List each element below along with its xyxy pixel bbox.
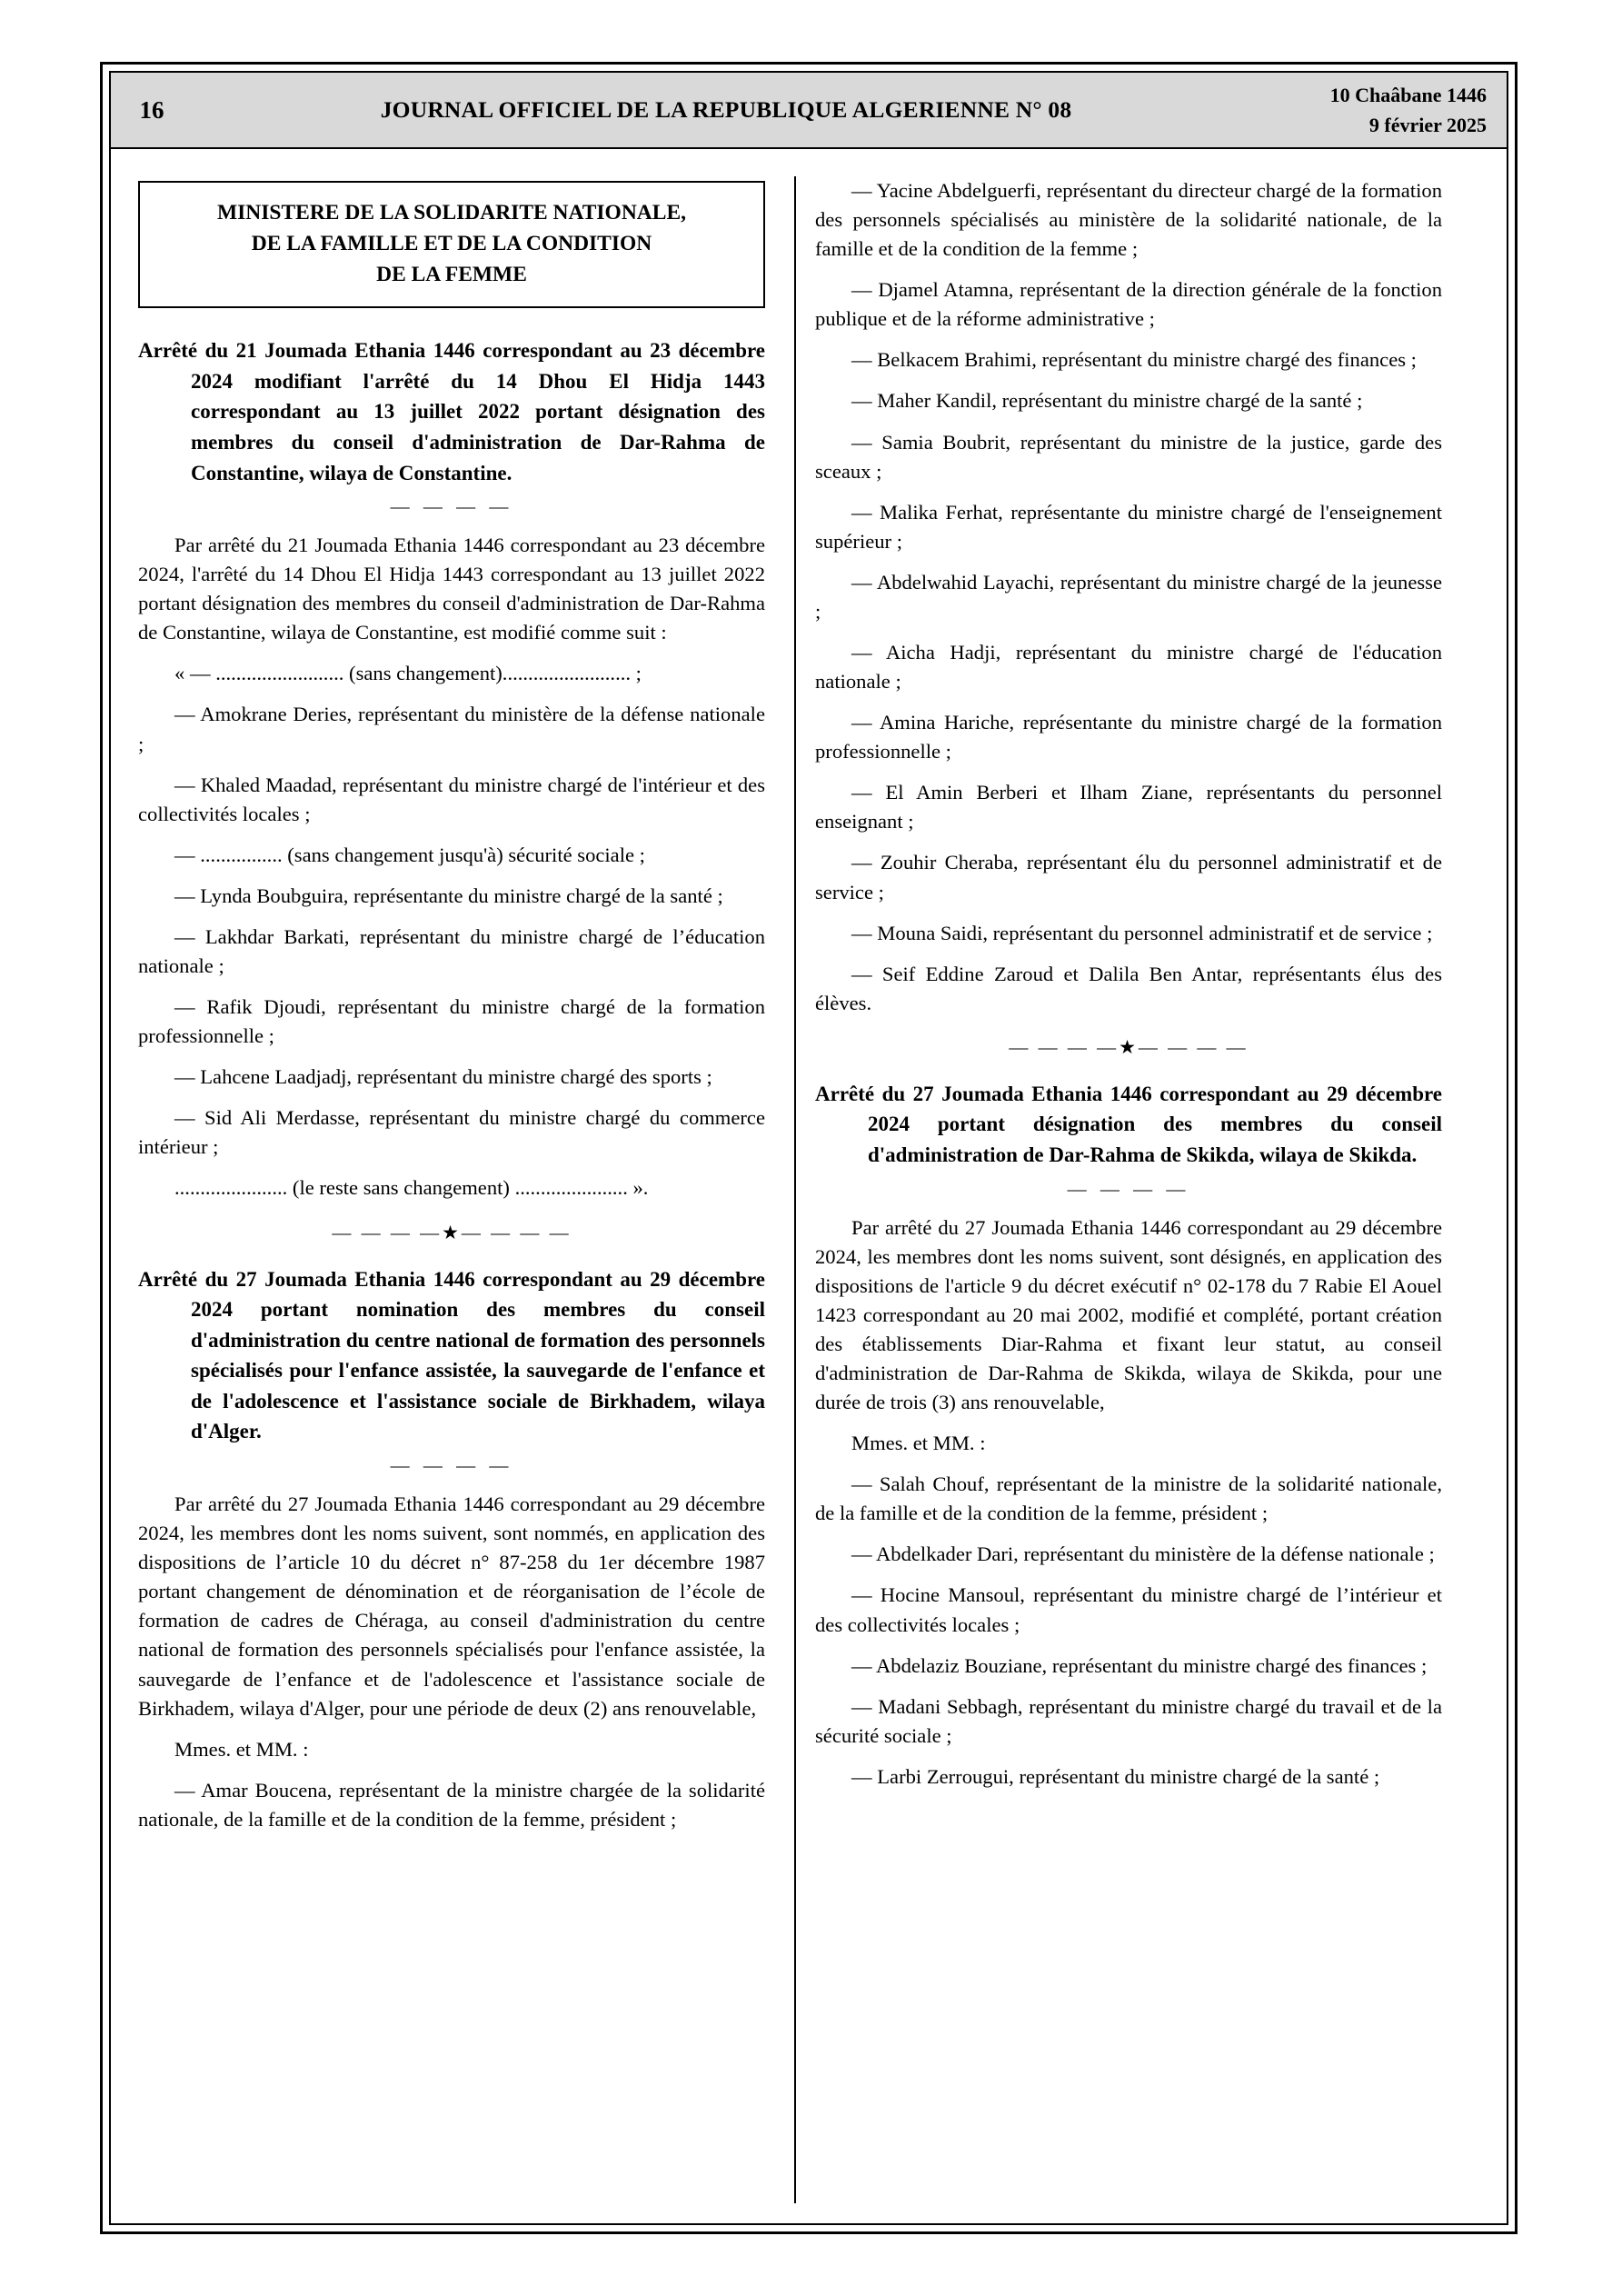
arrete-2-body: Par arrêté du 27 Joumada Ethania 1446 correspondant au 29 décembre 2024, les membres dont les noms suivent, sont nommés, en application des dispositions de l’article 10 du décret n° 87-258 du 1er décembre 1987 portant changement de dénomination et de réorganisation de l’école de formation de cadres de Chéraga, au conseil d'administration du centre national de formation des personnels spécialisés pour l'enfance assistée, la sauvegarde de l’enfance et de l'adolescence et l'assistance sociale de Birkhadem, wilaya d'Alger, pour une période de deux (2) ans renouvelable, [138, 1492, 765, 1720]
rule-dashes-1: — — — — [390, 495, 513, 518]
arrete-title-1-text: Arrêté du 21 Joumada Ethania 1446 correspondant au 23 décembre 2024 modifiant l'arrêté du 14 Dhou El Hidja 1443 correspondant au 13 juillet 2022 portant désignation des membres du conseil d'administration de Dar-Rahma de Constantine, wilaya de Constantine. [138, 339, 765, 484]
page-inner-border [109, 71, 1508, 2225]
list-item: — El Amin Berberi et Ilham Ziane, représentants du personnel enseignant ; [815, 781, 1442, 834]
ministry-line-2: DE LA FAMILLE ET DE LA CONDITION [251, 232, 652, 256]
list-item: — Djamel Atamna, représentant de la direction générale de la fonction publique et de la réforme administrative ; [815, 278, 1442, 331]
list-item: — Amokrane Deries, représentant du ministère de la défense nationale ; [138, 703, 765, 755]
left-column [138, 176, 765, 1846]
arrete-2-salutation: Mmes. et MM. : [174, 1737, 309, 1761]
arrete-title-2 [138, 1264, 765, 1447]
page-header [111, 73, 1507, 149]
list-item: — Amina Hariche, représentante du ministre chargé de la formation professionnelle ; [815, 711, 1442, 764]
list-item: — Rafik Djoudi, représentant du ministre chargé de la formation professionnelle ; [138, 995, 765, 1048]
list-item: — Madani Sebbagh, représentant du ministre chargé du travail et de la sécurité sociale ; [815, 1694, 1442, 1747]
rule-dashes-2: — — — — [390, 1454, 513, 1477]
list-item: — Belkacem Brahimi, représentant du ministre chargé des finances ; [851, 348, 1417, 372]
rule-star-1: — — — —★— — — — [332, 1221, 572, 1243]
list-item: — Sid Ali Merdasse, représentant du ministre chargé du commerce intérieur ; [138, 1106, 765, 1159]
list-item: ...................... (le reste sans changement) ...................... ». [174, 1176, 649, 1200]
list-item: — Malika Ferhat, représentante du ministre chargé de l'enseignement supérieur ; [815, 500, 1442, 553]
list-item: — Seif Eddine Zaroud et Dalila Ben Antar, représentants élus des élèves. [815, 962, 1442, 1014]
list-item: — Amar Boucena, représentant de la ministre chargée de la solidarité nationale, de la famille et de la condition de la femme, président ; [138, 1778, 765, 1831]
date-gregorian: 9 février 2025 [1368, 114, 1487, 136]
list-item: — Aicha Hadji, représentant du ministre chargé de l'éducation nationale ; [815, 641, 1442, 694]
list-item: — Khaled Maadad, représentant du ministre chargé de l'intérieur et des collectivités locales ; [138, 773, 765, 825]
list-item: — Larbi Zerrougui, représentant du ministre chargé de la santé ; [851, 1764, 1380, 1788]
ministry-heading-box [138, 181, 765, 308]
arrete-title-3 [815, 1079, 1442, 1171]
journal-page [100, 62, 1518, 2234]
list-item: — Salah Chouf, représentant de la ministre de la solidarité nationale, de la famille et de la condition de la femme, président ; [815, 1472, 1442, 1525]
list-item: « — ......................... (sans changement)......................... ; [174, 662, 642, 685]
column-divider [794, 176, 796, 2203]
list-item: — Lahcene Laadjadj, représentant du ministre chargé des sports ; [174, 1065, 712, 1089]
list-item: — Maher Kandil, représentant du ministre chargé de la santé ; [851, 389, 1363, 413]
rule-dashes-3: — — — — [1067, 1177, 1190, 1200]
list-item: — Samia Boubrit, représentant du ministre de la justice, garde des sceaux ; [815, 430, 1442, 483]
arrete-3-salutation: Mmes. et MM. : [851, 1432, 986, 1455]
arrete-3-body: Par arrêté du 27 Joumada Ethania 1446 correspondant au 29 décembre 2024, les membres dont les noms suivent, sont désignés, en application des dispositions de l'article 9 du décret exécutif n° 02-178 du 7 Rabie El Aouel 1423 correspondant au 20 mai 2002, modifié et complété, portant création des établissements Diar-Rahma et fixant leur statut, au conseil d'administration de Dar-Rahma de Skikda, wilaya de Skikda, pour une durée de trois (3) ans renouvelable, [815, 1215, 1442, 1414]
arrete-title-2-text: Arrêté du 27 Joumada Ethania 1446 correspondant au 29 décembre 2024 portant nomination des membres du conseil d'administration du centre national de formation des personnels spécialisés pour l'enfance assistée, la sauvegarde de l'enfance et de l'adolescence et l'assistance sociale de Birkhadem, wilaya d'Alger. [138, 1267, 765, 1443]
list-item: — Abdelkader Dari, représentant du ministère de la défense nationale ; [851, 1542, 1435, 1566]
list-item: — Abdelaziz Bouziane, représentant du ministre chargé des finances ; [851, 1653, 1428, 1677]
list-item: — Mouna Saidi, représentant du personnel administratif et de service ; [851, 921, 1433, 944]
list-item: — Abdelwahid Layachi, représentant du ministre chargé de la jeunesse ; [815, 570, 1442, 623]
list-item: — Lynda Boubguira, représentante du ministre chargé de la santé ; [174, 883, 723, 907]
header-dates [1223, 80, 1507, 140]
ministry-line-1: MINISTERE DE LA SOLIDARITE NATIONALE, [216, 201, 687, 225]
date-hijri: 10 Chaâbane 1446 [1329, 84, 1487, 106]
list-item: — Hocine Mansoul, représentant du ministre chargé de l’intérieur et des collectivités locales ; [815, 1583, 1442, 1636]
page-number: 16 [139, 95, 164, 124]
page-body [111, 149, 1507, 2223]
list-item: — ................ (sans changement jusqu'à) sécurité sociale ; [174, 843, 645, 866]
journal-title: JOURNAL OFFICIEL DE LA REPUBLIQUE ALGERIENNE N° 08 [380, 96, 1072, 123]
arrete-title-3-text: Arrêté du 27 Joumada Ethania 1446 correspondant au 29 décembre 2024 portant désignation des membres du conseil d'administration de Dar-Rahma de Skikda, wilaya de Skikda. [815, 1082, 1442, 1167]
list-item: — Yacine Abdelguerfi, représentant du directeur chargé de la formation des personnels spécialisés au ministère de la solidarité nationale, de la famille et de la condition de la femme ; [815, 179, 1442, 261]
ministry-line-3: DE LA FEMME [376, 263, 527, 287]
arrete-title-1 [138, 335, 765, 488]
list-item: — Zouhir Cheraba, représentant élu du personnel administratif et de service ; [815, 851, 1442, 903]
rule-star-2: — — — —★— — — — [1009, 1035, 1249, 1058]
list-item: — Lakhdar Barkati, représentant du ministre chargé de l’éducation nationale ; [138, 924, 765, 978]
arrete-1-body: Par arrêté du 21 Joumada Ethania 1446 correspondant au 23 décembre 2024, l'arrêté du 14 Dhou El Hidja 1443 correspondant au 13 juillet 2022 portant désignation des membres du conseil d'administration de Dar-Rahma de Constantine, wilaya de Constantine, est modifié comme suit : [138, 534, 765, 644]
right-column [815, 176, 1442, 1803]
